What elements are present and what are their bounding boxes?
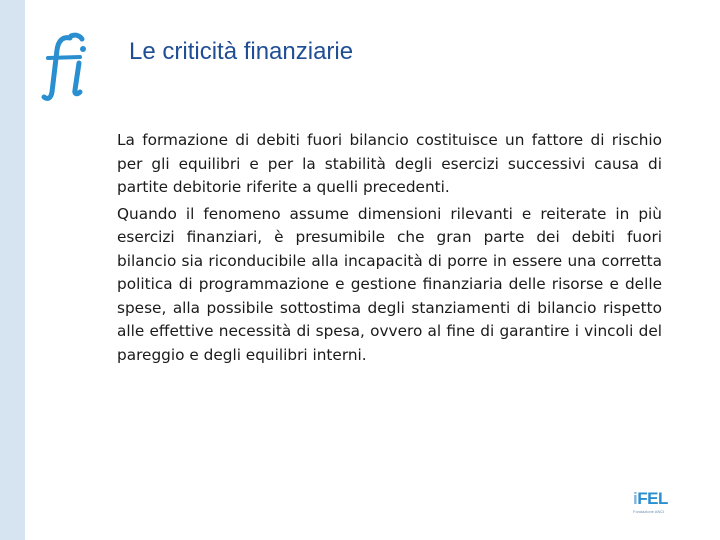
side-accent-band — [0, 0, 25, 540]
body-text — [117, 129, 662, 370]
paragraph-fenomeno-rilevante: Quando il fenomeno assume dimensioni rilevanti e reiterate in più esercizi finanziari, è presumibile che gran parte dei debiti fuori bilancio sia riconducibile alla incapacità di porre in essere una corretta politica di programmazione e gestione finanziaria delle risorse e delle spese, alla possibile sottostima degli stanziamenti di bilancio rispetto alle effettive necessità di spesa, ovvero al fine di garantire i vincoli del pareggio e degli equilibri interni. — [117, 204, 662, 364]
fi-logo-icon — [40, 30, 100, 107]
ifel-logo — [633, 490, 673, 524]
slide-title: Le criticità finanziarie — [129, 38, 354, 65]
ifel-wordmark-rest: FEL — [637, 489, 668, 508]
ifel-subtitle: Fondazione ANCI — [633, 509, 665, 514]
ifel-wordmark — [633, 490, 673, 507]
ifel-wordmark-i: i — [633, 489, 638, 508]
paragraph-debiti-fuori-bilancio: La formazione di debiti fuori bilancio costituisce un fattore di rischio per gli equilibri e per la stabilità degli esercizi successivi causa di partite debitorie riferite a quelli precedenti. — [117, 131, 662, 196]
